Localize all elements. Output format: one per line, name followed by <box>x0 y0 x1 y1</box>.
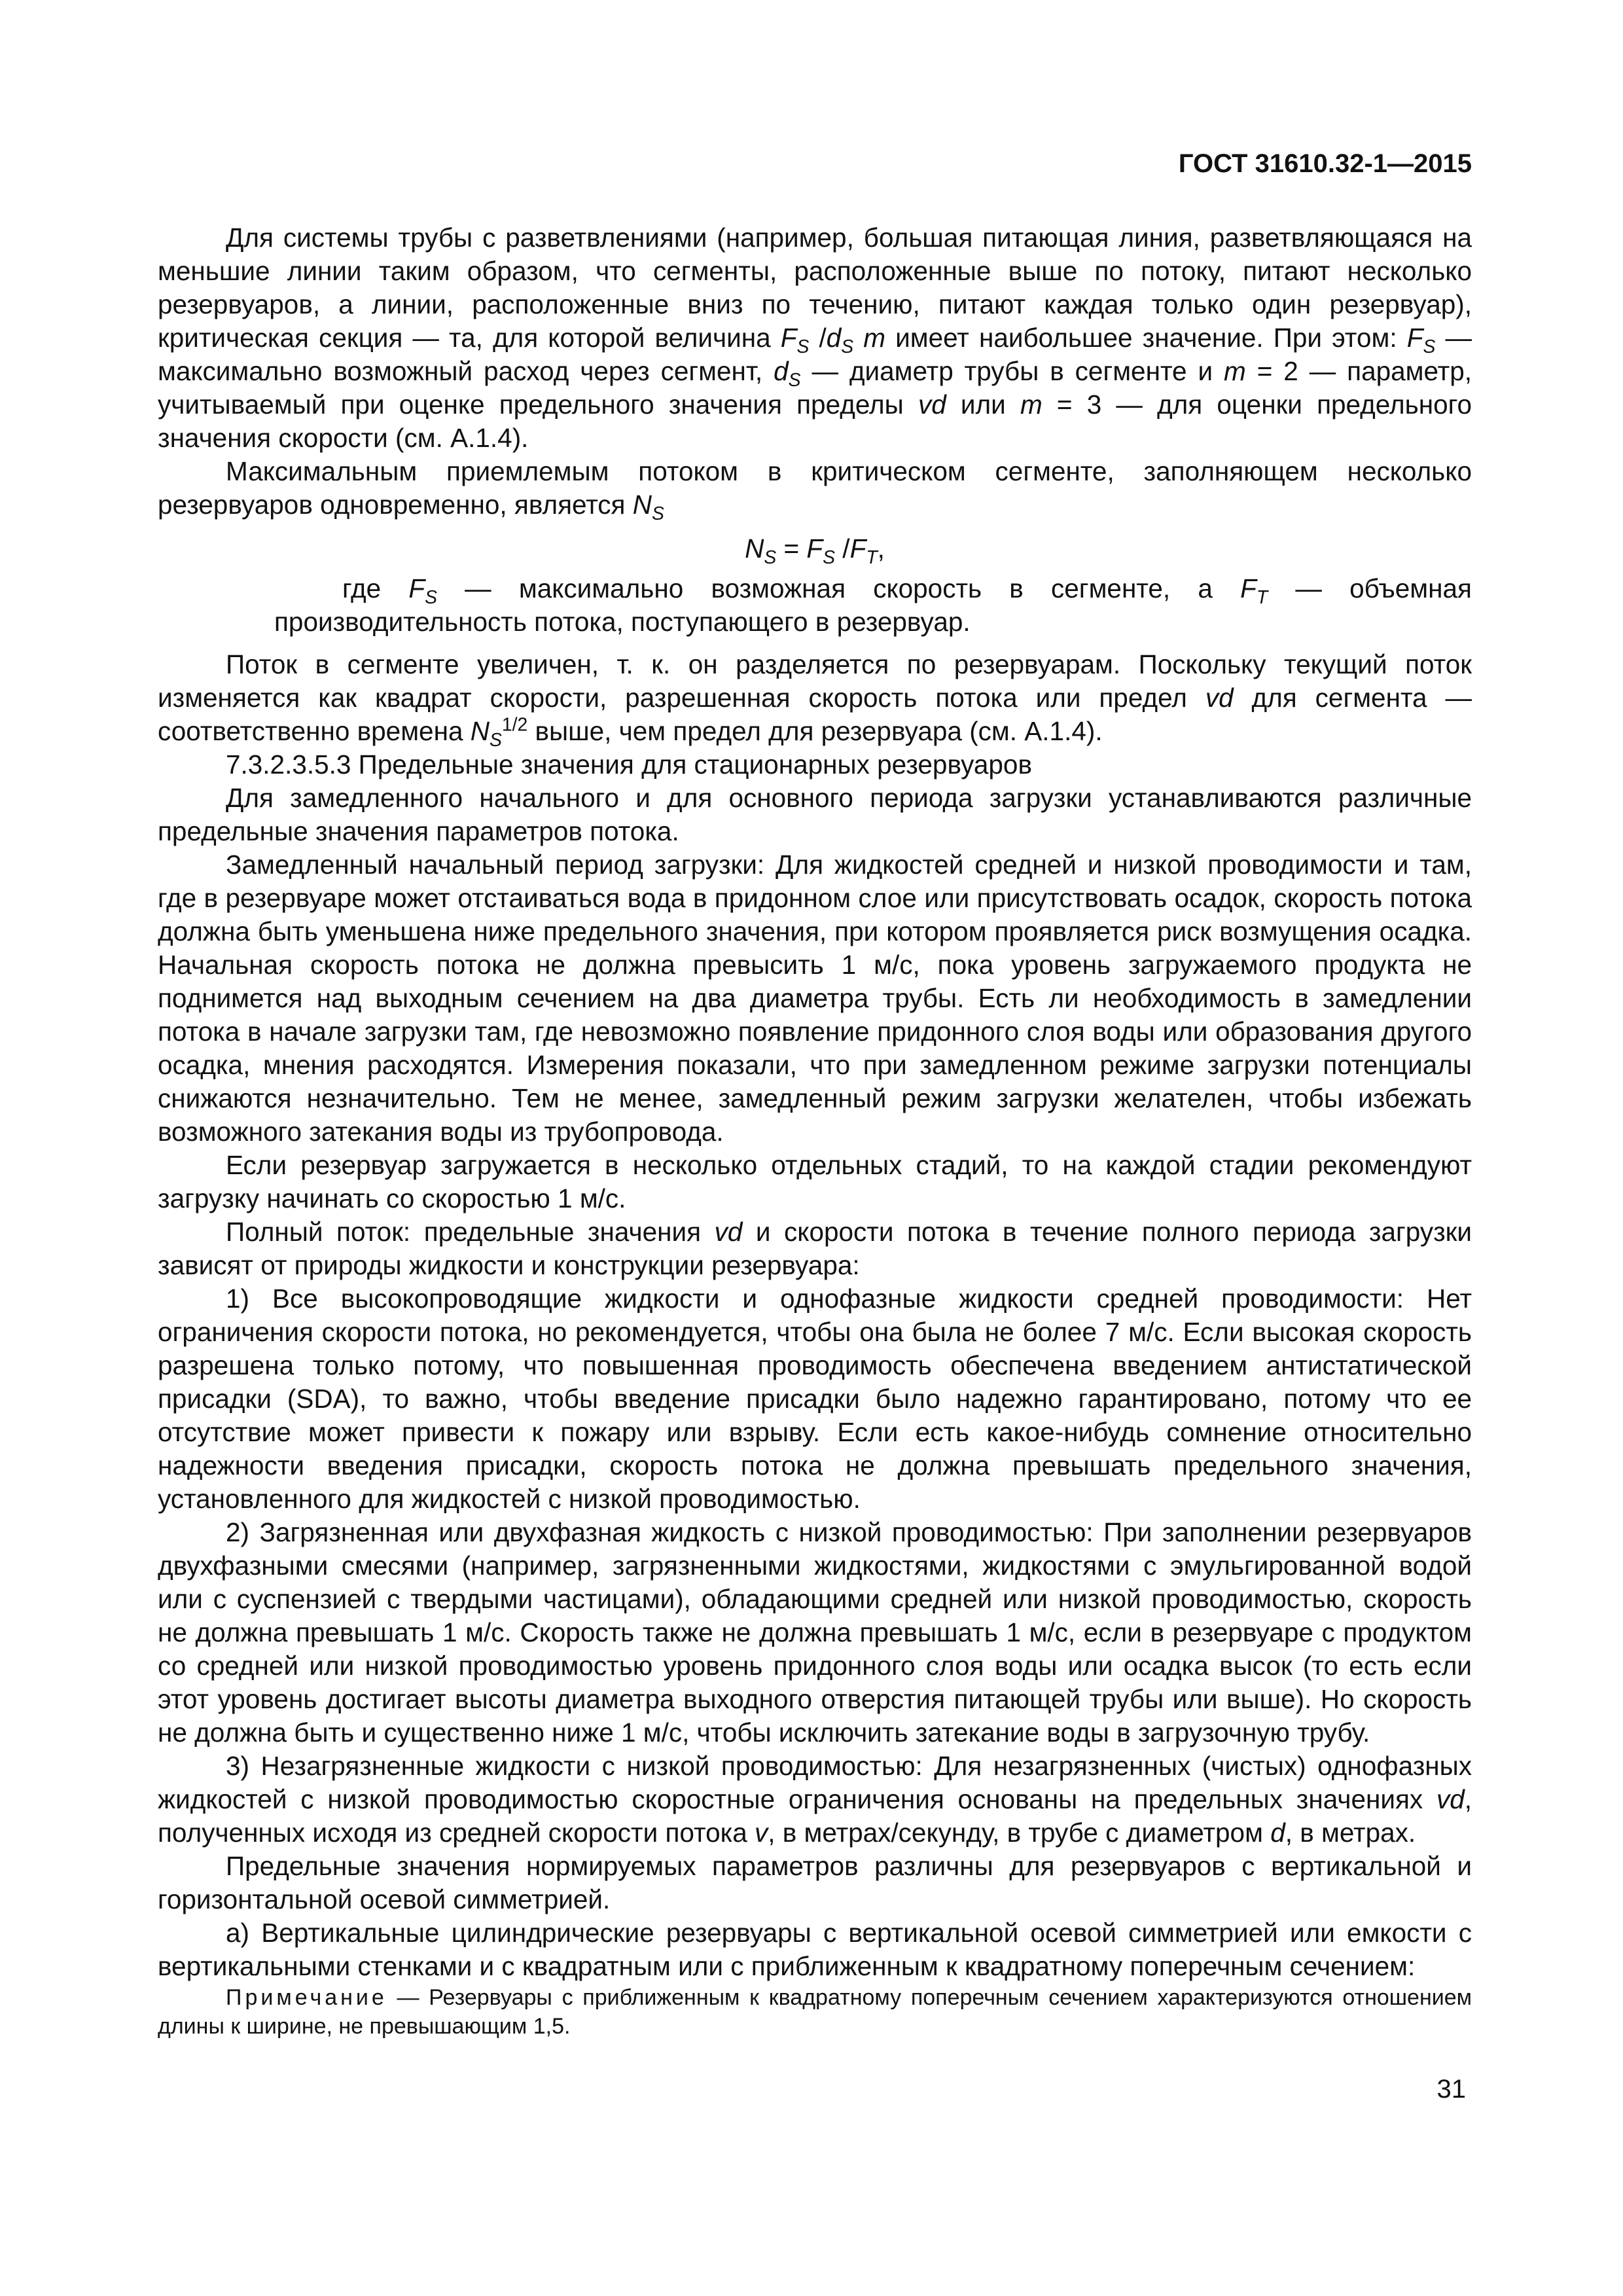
paragraph-slow-start: Замедленный начальный период загрузки: Для жидкостей средней и низкой проводимости и там, где в резервуаре может отстаиваться вода в придонном слое или присутствовать осадок, скорость потока должна быть уменьшена ниже предельного значения, при котором проявляется риск возмущения осадка. Начальная скорость потока не должна превысить 1 м/с, пока уровень загружаемого продукта не поднимется над выходным сечением на два диаметра трубы. Есть ли необходимость в замедлении потока в начале загрузки там, где невозможно появление придонного слоя воды или образования другого осадка, мнения расходятся. Измерения показали, что при замедленном режиме загрузки потенциалы снижаются незначительно. Тем не менее, замедленный режим загрузки желателен, чтобы избежать возможного затекания воды из трубопровода. <box>158 850 1472 1147</box>
formula-explanation <box>158 572 1472 639</box>
section-heading-7-3-2-3-5-3: 7.3.2.3.5.3 Предельные значения для стационарных резервуаров <box>226 749 1032 780</box>
note-label: Примечание <box>226 1985 387 2010</box>
sub-S: S <box>796 336 810 358</box>
var-N: N <box>745 533 764 564</box>
var-F: F <box>408 573 425 603</box>
equals-sign: = <box>776 533 807 564</box>
text-run: имеет наибольшее значение. При этом: <box>885 323 1407 353</box>
text-run: Для системы трубы с разветвлениями (например, большая питающая линия, разветвляющаяся на меньшие линии таким образом, что сегменты, расположенные выше по потоку, питают несколько резервуаров, а линии, расположенные вниз по течению, питают каждая только один резервуар), критическая секция — та, для которой величина <box>158 223 1472 353</box>
slash: / <box>809 323 827 353</box>
sub-S: S <box>764 547 777 569</box>
paragraph-limit-values: Предельные значения нормируемых параметров различны для резервуаров с вертикальной и горизонтальной осевой симметрией. <box>158 1851 1472 1914</box>
var-m: m <box>1020 389 1043 420</box>
body-text <box>158 221 1472 2041</box>
paragraph-stages: Если резервуар загружается в несколько отдельных стадий, то на каждой стадии рекомендуют загрузку начинать со скоростью 1 м/с. <box>158 1150 1472 1213</box>
var-vd: vd <box>714 1217 743 1247</box>
list-item-1: 1) Все высокопроводящие жидкости и однофазные жидкости средней проводимости: Нет ограничения скорости потока, но рекомендуется, чтобы она была не более 7 м/с. Если высокая скорость разрешена только потому, что повышенная проводимость обеспечена введением антистатической присадки (SDA), то важно, чтобы введение присадки было надежно гарантировано, потому что ее отсутствие может привести к пожару или взрыву. Если есть какое-нибудь сомнение относительно надежности введения присадки, скорость потока не должна превышать предельного значения, установленного для жидкостей с низкой проводимостью. <box>158 1283 1472 1514</box>
var-d: d <box>826 323 842 353</box>
var-m: m <box>1224 356 1246 386</box>
text-run: 3) Незагрязненные жидкости с низкой проводимостью: Для незагрязненных (чистых) однофазных жидкостей с низкой проводимостью скоростные ограничения основаны на предельных значениях <box>158 1751 1472 1814</box>
paragraph-full-flow <box>158 1215 1472 1282</box>
note-text: — Резервуары с приближенным к квадратному поперечным сечением характеризуются отношением длины к ширине, не превышающим 1,5. <box>158 1985 1472 2039</box>
list-item-a: а) Вертикальные цилиндрические резервуары с вертикальной осевой симметрией или емкости с вертикальными стенками и с квадратным или с приближенным к квадратному поперечным сечением: <box>158 1918 1472 1981</box>
sub-S: S <box>1423 336 1436 358</box>
text-run: = 3 — для оценки предельного значения скорости (см. А.1.4). <box>158 389 1472 453</box>
sub-T: T <box>1256 587 1268 609</box>
sub-S: S <box>823 547 836 569</box>
var-F: F <box>1406 323 1423 353</box>
var-d: d <box>774 356 789 386</box>
paragraph-segment-flow <box>158 648 1472 751</box>
list-item-2: 2) Загрязненная или двухфазная жидкость с низкой проводимостью: При заполнении резервуаров двухфазными смесями (например, загрязненными жидкостями, жидкостями с эмульгированной водой или с суспензией с твердыми частицами), обладающими средней или низкой проводимостью, скорость не должна превышать 1 м/с. Скорость также не должна превышать 1 м/с, если в резервуаре с продуктом со средней или низкой проводимостью уровень придонного слоя воды или осадка высок (то есть если этот уровень достигает высоты диаметра выходного отверстия питающей трубы или выше). Но скорость не должна быть и существенно ниже 1 м/с, чтобы исключить затекание воды в загрузочную трубу. <box>158 1517 1472 1748</box>
text-run: — объемная производительность потока, поступающего в резервуар. <box>274 573 1472 637</box>
text-run: Полный поток: предельные значения <box>226 1217 715 1247</box>
text-run: , в метрах. <box>1285 1818 1416 1848</box>
sub-T: T <box>866 547 878 569</box>
comma: , <box>877 533 885 564</box>
var-N: N <box>470 716 490 746</box>
text-run: — диаметр трубы в сегменте и <box>800 356 1224 386</box>
var-vd: vd <box>1205 683 1234 713</box>
text-run: — максимально возможная скорость в сегменте, а <box>437 573 1241 603</box>
var-v: v <box>755 1818 768 1848</box>
slash: / <box>835 533 850 564</box>
sub-S: S <box>651 503 664 525</box>
var-vd: vd <box>1436 1784 1465 1814</box>
text-run: Поток в сегменте увеличен, т. к. он разделяется по резервуарам. Поскольку текущий поток изменяется как квадрат скорости, разрешенная скорость потока или предел <box>158 649 1472 713</box>
list-item-3 <box>158 1749 1472 1850</box>
page-number: 31 <box>1436 2075 1466 2104</box>
text-run: Максимальным приемлемым потоком в критическом сегменте, заполняющем несколько резервуаров одновременно, является <box>158 456 1472 520</box>
sub-S: S <box>788 370 801 391</box>
var-F: F <box>806 533 823 564</box>
text-run: и скорости потока в течение полного периода загрузки зависят от природы жидкости и конструкции резервуара: <box>158 1217 1472 1280</box>
var-m: m <box>853 323 886 353</box>
sub-S: S <box>425 587 437 609</box>
var-vd: vd <box>918 389 946 420</box>
text-run: , полученных исходя из средней скорости потока <box>158 1784 1472 1848</box>
var-F: F <box>780 323 797 353</box>
sub-S: S <box>841 336 854 358</box>
var-N: N <box>632 490 652 520</box>
sub-S: S <box>489 730 502 751</box>
var-d: d <box>1270 1818 1285 1848</box>
text-run: или <box>946 389 1020 420</box>
document-number: ГОСТ 31610.32-1—2015 <box>1178 149 1472 178</box>
paragraph-branched-pipe-system <box>158 221 1472 455</box>
formula-ns <box>158 532 1472 569</box>
text-run: , в метрах/секунду, в трубе с диаметром <box>768 1818 1271 1848</box>
var-F: F <box>1240 573 1257 603</box>
exponent: 1/2 <box>501 714 528 736</box>
text-run: для сегмента — соответственно времена <box>158 683 1472 746</box>
note <box>158 1983 1472 2041</box>
text-run: = 2 — параметр, учитываемый при оценке предельного значения пределы <box>158 356 1472 420</box>
paragraph-max-flow <box>158 455 1472 525</box>
var-F: F <box>849 533 866 564</box>
text-run: выше, чем предел для резервуара (см. А.1.4). <box>527 716 1103 746</box>
text-run: — максимально возможный расход через сегмент, <box>158 323 1472 386</box>
paragraph-loading-periods: Для замедленного начального и для основного периода загрузки устанавливаются различные предельные значения параметров потока. <box>158 783 1472 846</box>
text-run: где <box>342 573 409 603</box>
